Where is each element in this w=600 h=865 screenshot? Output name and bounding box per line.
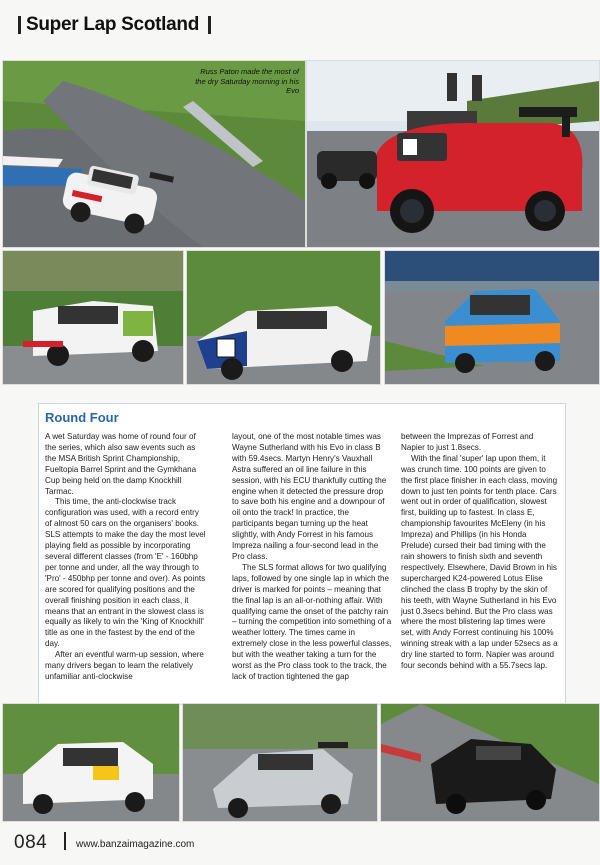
footer-url[interactable]: www.banzaimagazine.com bbox=[76, 839, 195, 850]
article-column-3 bbox=[401, 432, 559, 672]
photo-red-evo-pits bbox=[306, 60, 600, 248]
footer-divider bbox=[64, 832, 66, 850]
paragraph: After an eventful warm-up session, where many drivers began to learn the relatively unfamiliar anti-clockwise bbox=[45, 650, 204, 681]
photo-sierra bbox=[186, 250, 381, 385]
paragraph: A wet Saturday was home of round four of the series, which also saw events such as the MSA British Sprint Championship, Fueltopia Barrel Sprint and the Gymkhana Cup being held on the damp Knockhill Tarmac. bbox=[45, 432, 197, 496]
photo-white-evo-track bbox=[2, 60, 306, 248]
paragraph: layout, one of the most notable times was Wayne Sutherland with his Evo in class B with 59.4secs. Martyn Henry's Vauxhall Astra suffered an oil line failure in this session, with his ECU thankfully cutting the engine when it detected the pressure drop to save both his engine and a downpour of oil onto the track! In practice, the participants began turning up the heat slightly, with Andy Forrest in his famous Impreza nailing a four-second lead in the Pro class. bbox=[232, 432, 387, 561]
photo-caption: Russ Paton made the most of the dry Saturday morning in his Evo bbox=[195, 67, 299, 95]
paragraph: With the final 'super' lap upon them, it was crunch time. 100 points are given to the first place finisher in each class, moving down to just ten points for tenth place. Cars went out in order of qualification, slowest first, building up to fastest. In class E, championship favourites McEleny (in his Impreza) and Phillips (in his Honda Prelude) cursed their bad timing with the rain showers to finish sixth and seventh respectively. Elsewhere, David Brown in his supercharged K24-powered Lotus Elise clinched the class B trophy by the skin of his teeth, with Wayne Sutherland in his Evo just 0.3secs behind. But the Pro class was where the most blistering lap times were set, with Andy Forrest continuing his 100% winning streak with a lap under 52secs as a dry line started to form. Napier was around four seconds behind with a 55.7secs lap. bbox=[401, 453, 558, 671]
paragraph: The SLS format allows for two qualifying laps, followed by one single lap in which the driver is marked for points – meaning that the final lap is an all-or-nothing affair. With qualifying came the onset of the patchy rain – turning the competition into something of a weather lottery. The times came in extremely close in the less powerful classes, but with the weather taking a turn for the worst as the Pro class took to the track, the lack of traction tightened the gap bbox=[232, 562, 392, 681]
header-bar-left bbox=[18, 16, 21, 34]
page-number: 084 bbox=[14, 832, 48, 853]
header-bar-right bbox=[208, 16, 211, 34]
article-column-1 bbox=[45, 432, 207, 683]
photo-black-evo bbox=[380, 703, 600, 822]
photo-silver-evo bbox=[182, 703, 378, 822]
photo-white-hatch bbox=[2, 250, 184, 385]
paragraph: between the Imprezas of Forrest and Napier to just 1.8secs. bbox=[401, 432, 534, 452]
article-column-2 bbox=[232, 432, 392, 683]
paragraph: This time, the anti-clockwise track configuration was used, with a record entry of almost 50 cars on the organisers' books. SLS attempts to make the day the most level playing field as possible by incorporating several different classes (from 'E' - 160bhp per tonne and under, all the way through to 'Pro' - 450bhp per tonne and over). As points are scored for qualifying positions and the overall finishing position in each class, it means that an entrant in the slowest class is equally as likely to win the 'King of Knockhill' title as one in the fastest by the end of the day. bbox=[45, 497, 206, 649]
article-heading: Round Four bbox=[45, 410, 119, 425]
page-title: Super Lap Scotland bbox=[26, 14, 200, 35]
photo-mini bbox=[384, 250, 600, 385]
photo-abarth bbox=[2, 703, 180, 822]
